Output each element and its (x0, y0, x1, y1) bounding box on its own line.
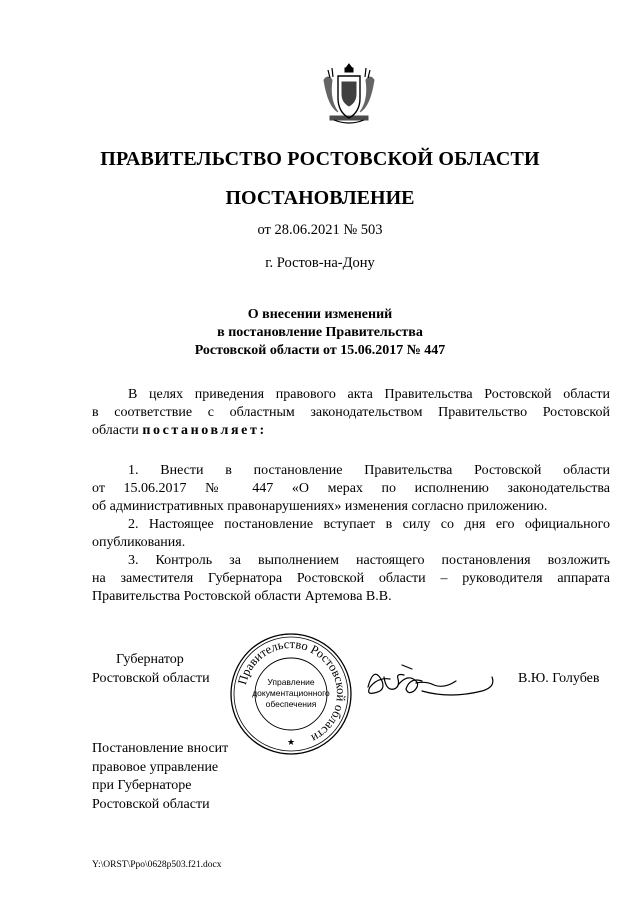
subject-heading (0, 306, 640, 360)
city-line: г. Ростов-на-Дону (265, 255, 375, 271)
official-seal (228, 631, 354, 757)
handwritten-signature (362, 657, 502, 705)
subject-line-2: в постановление Правительства (217, 325, 423, 340)
seal-ring-text: Правительство Ростовской области (235, 636, 349, 746)
governor-title-line-2: Ростовской области (92, 671, 210, 686)
item-3-line-2: на заместителя Губернатора Ростовской области – руководителя аппарата (92, 571, 610, 586)
date-number-line: от 28.06.2021 № 503 (257, 222, 383, 238)
subject-line-3: Ростовской области от 15.06.2017 № 447 (194, 343, 446, 358)
seal-star-icon: ★ (286, 737, 296, 747)
preamble-line-3 (92, 422, 610, 440)
prepared-by-line-2: правовое управление (92, 759, 219, 775)
document-type: ПОСТАНОВЛЕНИЕ (225, 187, 415, 209)
preamble-line-3-prefix: области (92, 423, 143, 438)
coat-of-arms-emblem (318, 60, 380, 126)
preamble-paragraph (92, 386, 610, 440)
governor-title-line-1: Губернатор (116, 652, 184, 667)
item-3-line-3: Правительства Ростовской области Артемова В.В. (92, 589, 392, 604)
governor-title (92, 650, 210, 688)
governor-name: В.Ю. Голубев (518, 671, 600, 686)
prepared-by-line-1: Постановление вносит (92, 741, 229, 756)
seal-center-line-1: Управление (267, 677, 315, 687)
prepared-by-note (92, 740, 228, 814)
seal-center-line-2: документационного (252, 688, 330, 698)
prepared-by-line-4: Ростовской области (92, 796, 210, 812)
prepared-by-line-3: при Губернаторе (92, 778, 192, 793)
item-3-line-1: 3. Контроль за выполнением настоящего постановления возложить (128, 553, 610, 568)
seal-center-line-3: обеспечения (265, 699, 317, 709)
organization-name: ПРАВИТЕЛЬСТВО РОСТОВСКОЙ ОБЛАСТИ (100, 148, 540, 170)
preamble-line-1: В целях приведения правового акта Правительства Ростовской области (128, 387, 610, 402)
item-2-line-2: опубликования. (92, 535, 186, 550)
item-1-line-3: об административных правонарушениях» изменения согласно приложению. (92, 499, 548, 514)
item-3-paragraph (92, 552, 610, 606)
file-path-footer: Y:\ORST\Ppo\0628p503.f21.docx (92, 860, 222, 870)
item-1-line-2: от 15.06.2017 № 447 «О мерах по исполнению законодательства (92, 481, 610, 496)
item-1-line-1: 1. Внести в постановление Правительства Ростовской области (128, 463, 610, 478)
item-1-paragraph (92, 462, 610, 516)
preamble-line-2: в соответствие с областным законодательством Правительство Ростовской (92, 405, 610, 420)
item-2-line-1: 2. Настоящее постановление вступает в силу со дня его официального (128, 517, 610, 532)
resolves-word: постановляет: (142, 423, 267, 438)
item-2-paragraph (92, 516, 610, 552)
subject-line-1: О внесении изменений (247, 307, 393, 322)
